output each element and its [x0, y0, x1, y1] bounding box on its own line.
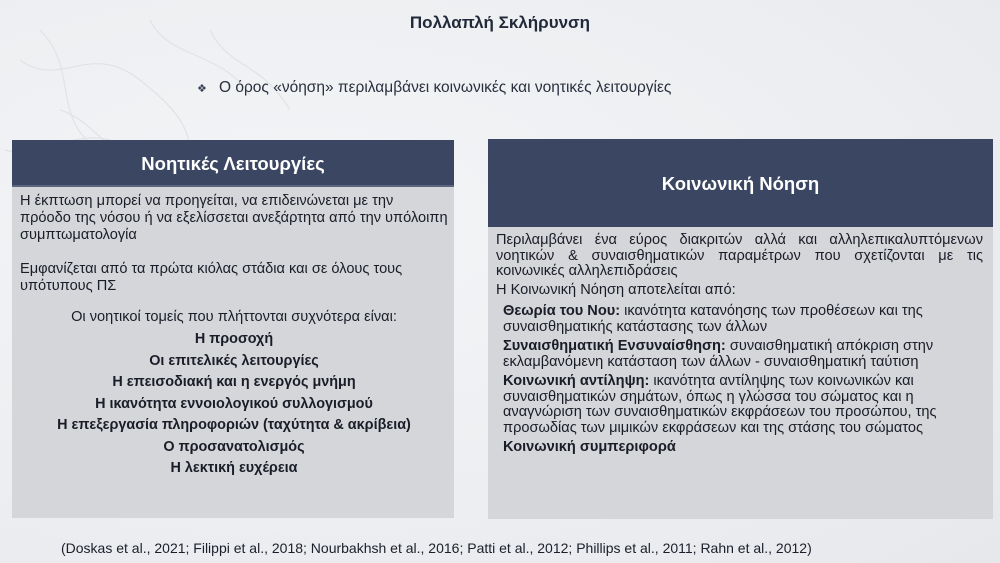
- cognitive-functions-panel: [12, 140, 454, 518]
- diamond-bullet-icon: ❖: [197, 83, 207, 95]
- cognitive-functions-body: [12, 187, 454, 480]
- social-cognition-intro: Περιλαμβάνει ένα εύρος διακριτών αλλά και αλληλεπικαλυπτόμενων νοητικών & συναισθηματικών παραμέτρων που σχετίζονται με τις κοινωνικές αλληλεπιδράσεις: [496, 232, 983, 279]
- cognitive-domains-intro: Οι νοητικοί τομείς που πλήττονται συχνότερα είναι:: [71, 309, 397, 325]
- cognitive-paragraph-1: Η έκπτωση μπορεί να προηγείται, να επιδεινώνεται με την πρόοδο της νόσου ή να εξελίσσεται ανεξάρτητα από την υπόλοιπη συμπτωματολογία: [20, 193, 448, 243]
- component-item: [503, 374, 983, 436]
- cognitive-paragraph-2: Εμφανίζεται από τα πρώτα κιόλας στάδια και σε όλους τους υπότυπους ΠΣ: [20, 261, 403, 294]
- references: (Doskas et al., 2021; Filippi et al., 2018; Nourbakhsh et al., 2016; Patti et al., 2012; Phillips et al., 2011; Rahn et al., 2012): [61, 540, 812, 556]
- social-cognition-header: Κοινωνική Νόηση: [488, 139, 993, 227]
- component-item: [503, 339, 983, 370]
- domain-item: Η ικανότητα εννοιολογικού συλλογισμού: [95, 395, 373, 412]
- social-cognition-body: [488, 227, 993, 456]
- slide-subtitle: [197, 79, 671, 97]
- domain-item: Η λεκτική ευχέρεια: [170, 460, 298, 476]
- domain-item: Οι επιτελικές λειτουργίες: [149, 352, 319, 369]
- component-term: Συναισθηματική Ενσυναίσθηση:: [503, 338, 726, 354]
- subtitle-text: Ο όρος «νόηση» περιλαμβάνει κοινωνικές και νοητικές λειτουργίες: [219, 79, 672, 96]
- domain-item: Η επεισοδιακή και η ενεργός μνήμη: [112, 374, 356, 390]
- component-item: [503, 304, 983, 335]
- component-desc: ικανότητα αντίληψης των κοινωνικών και συναισθηματικών σημάτων, όπως η γλώσσα του σώματος και η αναγνώριση των συναισθηματικών εκφράσεων του προσώπου, της προσωδίας των μιμικών εκφράσεων και της στάσης του σώματος: [503, 373, 937, 436]
- component-desc: ικανότητα κατανόησης των προθέσεων και της συναισθηματικής κατάστασης των άλλων: [503, 303, 923, 335]
- domain-item: Ο προσανατολισμός: [163, 438, 305, 455]
- cognitive-domains-list: [20, 329, 448, 480]
- social-cognition-panel: [488, 139, 993, 519]
- domain-item: Η προσοχή: [194, 331, 274, 347]
- component-term: Θεωρία του Νου:: [503, 303, 621, 319]
- component-term: Κοινωνική αντίληψη:: [503, 373, 650, 389]
- social-cognition-components-title: Η Κοινωνική Νόηση αποτελείται από:: [496, 281, 736, 298]
- cognitive-functions-header: Νοητικές Λειτουργίες: [12, 140, 454, 187]
- domain-item: Η επεξεργασία πληροφοριών (ταχύτητα & ακρίβεια): [57, 417, 411, 433]
- component-item: [503, 440, 983, 456]
- component-term: Κοινωνική συμπεριφορά: [503, 439, 676, 455]
- slide-title: Πολλαπλή Σκλήρυνση: [409, 13, 591, 32]
- component-desc: συναισθηματική απόκριση στην εκλαμβανόμενη κατάσταση των άλλων - συναισθηματική ταύτιση: [503, 338, 934, 370]
